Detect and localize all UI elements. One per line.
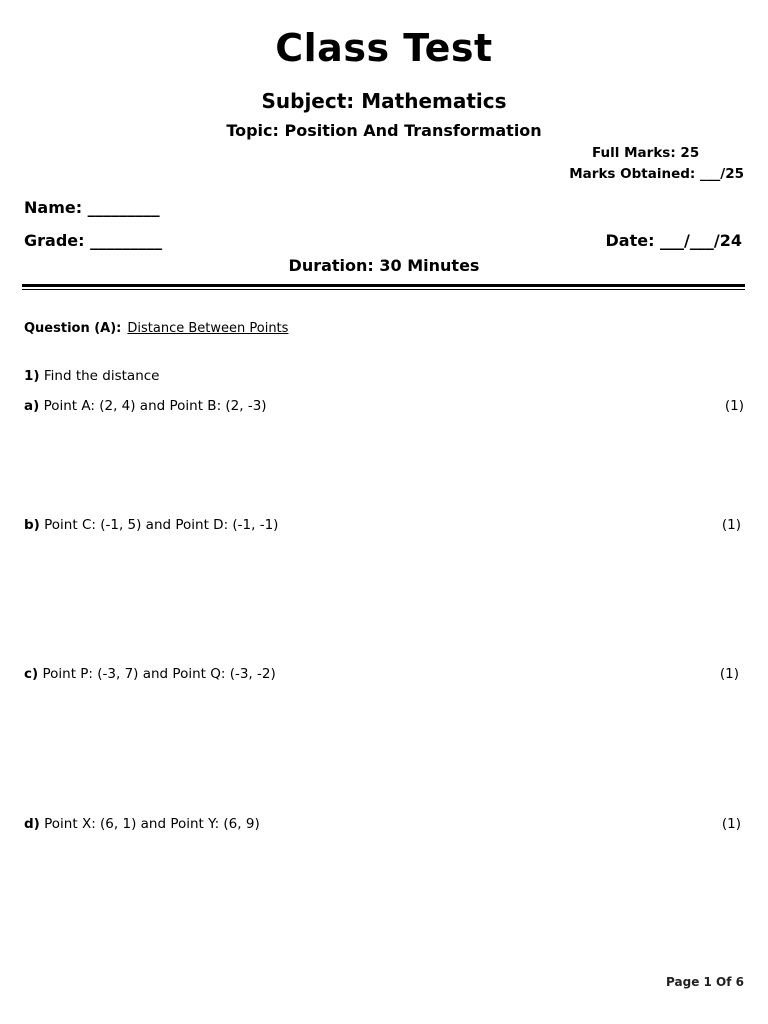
- page-number: Page 1 Of 6: [666, 975, 744, 989]
- full-marks: Full Marks: 25: [592, 145, 700, 161]
- item-text: Point A: (2, 4) and Point B: (2, -3): [43, 398, 267, 414]
- marks-obtained: Marks Obtained: ___/25: [569, 166, 744, 182]
- header-divider: [22, 284, 745, 287]
- item-marks: (1): [724, 398, 744, 414]
- item-text: Point P: (-3, 7) and Point Q: (-3, -2): [42, 666, 276, 682]
- date-field: Date: ___/___/24: [605, 231, 742, 250]
- grade-field: Grade: _________: [24, 231, 163, 250]
- prompt-number: 1): [24, 368, 40, 384]
- item-marks: (1): [721, 517, 741, 533]
- question-heading: [24, 321, 288, 336]
- question-item-c: [24, 666, 276, 682]
- item-letter: c): [24, 666, 39, 682]
- prompt-text: Find the distance: [43, 368, 160, 384]
- topic-heading: Topic: Position And Transformation: [226, 121, 542, 140]
- question-item-b: [24, 517, 278, 533]
- question-label: Question (A):: [24, 321, 122, 336]
- question-topic: Distance Between Points: [127, 321, 289, 336]
- item-text: Point X: (6, 1) and Point Y: (6, 9): [44, 816, 260, 832]
- item-letter: a): [24, 398, 40, 414]
- header-divider-thin: [22, 289, 745, 290]
- item-marks: (1): [719, 666, 739, 682]
- duration: Duration: 30 Minutes: [288, 256, 480, 275]
- item-text: Point C: (-1, 5) and Point D: (-1, -1): [44, 517, 279, 533]
- item-letter: b): [24, 517, 40, 533]
- subject-heading: Subject: Mathematics: [261, 89, 507, 113]
- item-letter: d): [24, 816, 40, 832]
- test-title: Class Test: [275, 26, 493, 70]
- item-marks: (1): [721, 816, 741, 832]
- question-item-d: [24, 816, 260, 832]
- name-field: Name: _________: [24, 198, 160, 217]
- question-prompt: [24, 368, 159, 384]
- question-item-a: [24, 398, 267, 414]
